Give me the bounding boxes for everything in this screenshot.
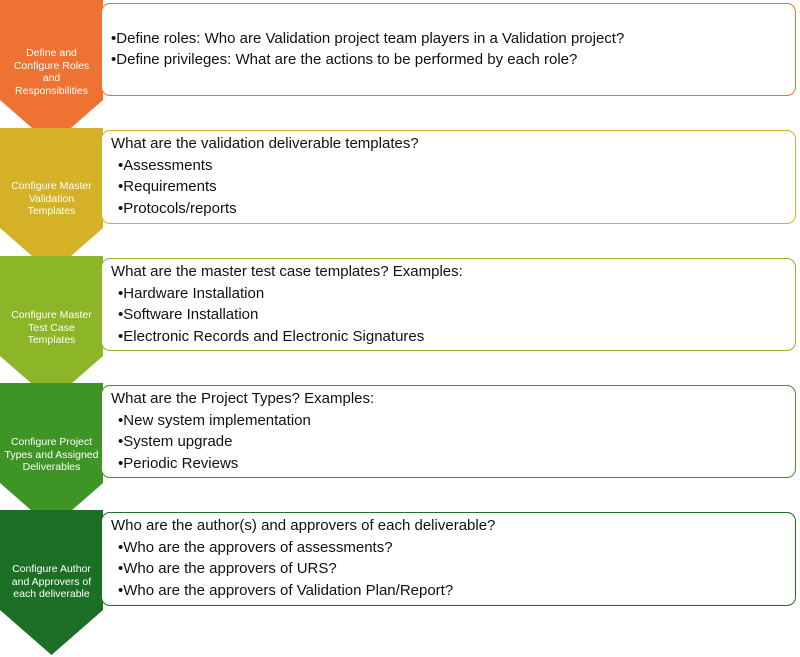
step-5-label-line: Configure Author (12, 563, 91, 575)
step-4-label-line: Configure Project (10, 436, 93, 448)
list-item: •Who are the approvers of URS? (118, 560, 337, 578)
step-1-label-line: and (42, 72, 61, 84)
step-3-list (118, 283, 424, 347)
list-item: •Hardware Installation (118, 285, 265, 302)
step-2-label (2, 180, 101, 218)
step-1-label-line: Configure Roles (13, 59, 90, 72)
step-5-label-line: each deliverable (13, 588, 90, 600)
step-2-list (118, 155, 237, 219)
list-item: •Periodic Reviews (118, 454, 239, 472)
step-5-chevron (0, 510, 103, 655)
list-item: •Software Installation (118, 306, 259, 324)
step-4-list (118, 410, 311, 474)
list-item: •Assessments (118, 157, 213, 174)
step-1-label-line: Define and (26, 47, 77, 59)
step-3-chevron (0, 256, 103, 401)
list-item: •Define roles: Who are Validation project team players in a Validation project? (111, 30, 625, 47)
step-4-box (101, 385, 796, 478)
list-item: •Who are the approvers of assessments? (118, 539, 393, 556)
list-item: •Define privileges: What are the actions to be performed by each role? (111, 51, 578, 69)
step-1-box (101, 3, 796, 96)
step-4-heading: What are the Project Types? Examples: (111, 390, 375, 407)
list-item: •New system implementation (118, 412, 311, 429)
step-5-heading: Who are the author(s) and approvers of each deliverable? (111, 517, 496, 534)
step-3-label-line: Test Case (28, 321, 75, 334)
step-3-label-line: Configure Master (11, 309, 92, 321)
step-3-label-line: Templates (27, 334, 76, 346)
step-2-box (101, 130, 796, 224)
step-3-heading: What are the master test case templates? Examples: (111, 263, 463, 280)
list-item: •Electronic Records and Electronic Signatures (118, 327, 425, 345)
list-item: •Requirements (118, 178, 217, 196)
step-1-label (2, 47, 101, 97)
step-4-label-line: Types and Assigned (4, 448, 99, 461)
step-5-label (2, 563, 101, 601)
step-2-heading: What are the validation deliverable templates? (111, 135, 419, 152)
list-item: •Protocols/reports (118, 199, 237, 217)
step-2-label-line: Configure Master (11, 180, 92, 192)
step-1-list (111, 28, 624, 71)
step-5-list (118, 537, 453, 601)
step-2-label-line: Templates (27, 205, 76, 217)
step-5-label-line: and Approvers of (11, 575, 92, 588)
step-3-label (2, 309, 101, 347)
step-1-label-line: Responsibilities (15, 84, 88, 97)
step-4-chevron (0, 383, 103, 528)
step-2-chevron (0, 128, 103, 273)
list-item: •System upgrade (118, 433, 233, 451)
step-4-label (2, 436, 101, 474)
list-item: •Who are the approvers of Validation Plan/Report? (118, 581, 454, 599)
step-1-chevron (0, 0, 103, 145)
step-2-label-line: Validation (28, 192, 75, 205)
step-5-box (101, 512, 796, 606)
step-4-label-line: Deliverables (22, 461, 81, 473)
step-3-box (101, 258, 796, 351)
